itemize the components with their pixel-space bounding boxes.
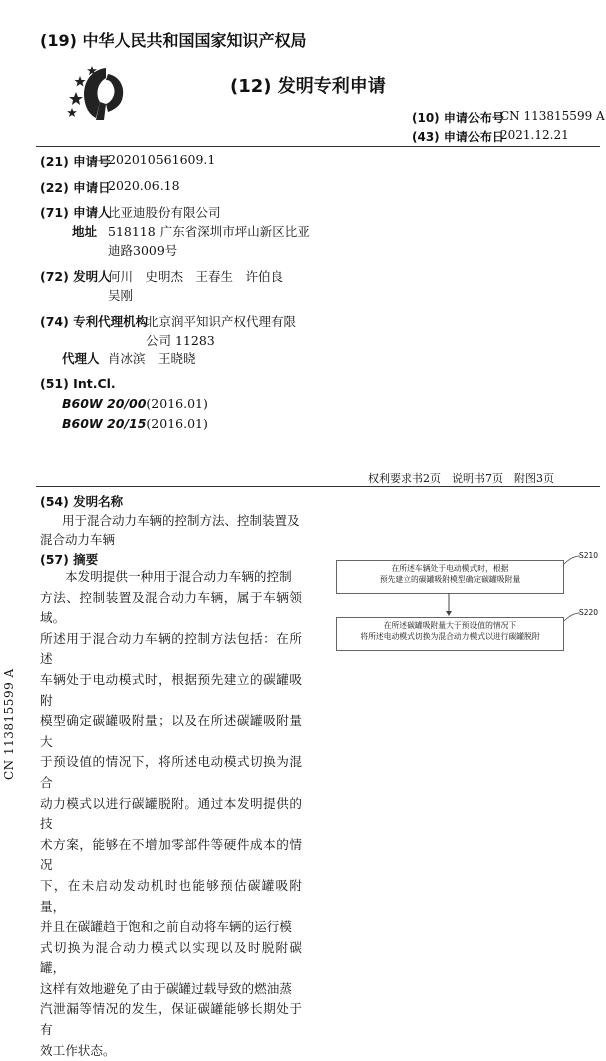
document-type: (12) 发明专利申请 (230, 76, 386, 97)
abstract-line: 方法、控制装置及混合动力车辆，属于车辆领域。 (40, 589, 302, 626)
flow-tag-s220: S220 (579, 608, 599, 617)
agency-label: (74) 专利代理机构 (40, 314, 149, 329)
agent-label: 代理人 (62, 351, 100, 366)
filing-date-label: (22) 申请日 (40, 180, 111, 195)
abstract-line: 这样有效地避免了由于碳罐过载导致的燃油蒸 (40, 980, 292, 996)
pub-number-label: (10) 申请公布号 (412, 111, 504, 125)
abstract-line: 术方案，能够在不增加零部件等硬件成本的情况 (40, 836, 302, 873)
abstract-line: 模型确定碳罐吸附量；以及在所述碳罐吸附量大 (40, 713, 302, 749)
abstract-line: 动力模式以进行碳罐脱附。通过本发明提供的技 (40, 795, 302, 832)
flow-tag-s210: S210 (579, 551, 599, 560)
abstract-line: 于预设值的情况下，将所述电动模式切换为混合 (40, 754, 302, 790)
address-line-2: 迪路3009号 (108, 243, 178, 258)
app-no-label: (21) 申请号 (40, 154, 111, 169)
inventors-line-2: 吴刚 (108, 288, 134, 303)
agents: 肖冰滨 王晓晓 (108, 351, 196, 366)
ipc-code: B60W 20/00 (62, 396, 147, 411)
agency-line-2: 公司 11283 (146, 333, 215, 348)
pub-number: CN 113815599 A (500, 109, 605, 123)
ipc-date: (2016.01) (146, 396, 208, 411)
abstract-line: 式切换为混合动力模式以实现以及时脱附碳罐， (40, 939, 302, 976)
ipc-date: (2016.01) (146, 416, 208, 431)
s210-leader (564, 556, 580, 564)
applicant: 比亚迪股份有限公司 (108, 205, 221, 220)
abstract-line: 并且在碳罐趋于饱和之前自动将车辆的运行模 (40, 919, 292, 935)
page-counts: 权利要求书2页 说明书7页 附图3页 (368, 472, 554, 485)
abstract-line: 本发明提供一种用于混合动力车辆的控制 (65, 569, 292, 584)
ipc-label: (51) Int.Cl. (40, 376, 116, 391)
pub-date: 2021.12.21 (500, 128, 569, 142)
abstract-label: (57) 摘要 (40, 552, 99, 567)
abstract-line: 下，在未启动发动机时也能够预估碳罐吸附量， (40, 877, 302, 914)
office-name: (19) 中华人民共和国国家知识产权局 (40, 31, 307, 50)
address-label: 地址 (72, 224, 98, 239)
address-line-1: 518118 广东省深圳市坪山新区比亚 (108, 224, 310, 239)
pub-date-label: (43) 申请公布日 (412, 130, 504, 144)
abstract-line: 效工作状态。 (40, 1042, 116, 1058)
flow-step-text: 在所述车辆处于电动模式时，根据 (391, 564, 509, 573)
side-pub-number: CN 113815599 A (2, 668, 16, 780)
filing-date: 2020.06.18 (108, 178, 180, 193)
applicant-label: (71) 申请人 (40, 205, 111, 220)
agency-line-1: 北京润平知识产权代理有限 (146, 314, 297, 329)
inventors-line-1: 何川 史明杰 王春生 许伯良 (108, 269, 284, 284)
invention-title-line-2: 混合动力车辆 (40, 532, 116, 547)
abstract-line: 所述用于混合动力车辆的控制方法包括：在所述 (40, 630, 302, 667)
flow-step-text: 将所述电动模式切换为混合动力模式以进行碳罐脱附 (360, 632, 540, 641)
s220-leader (564, 613, 580, 621)
flow-step-text: 在所述碳罐吸附量大于预设值的情况下 (383, 621, 517, 630)
ipc-code: B60W 20/15 (62, 416, 147, 431)
title-label: (54) 发明名称 (40, 494, 124, 509)
flow-step-text: 预先建立的碳罐吸附模型确定碳罐吸附量 (379, 575, 521, 584)
app-no: 202010561609.1 (108, 152, 216, 167)
abstract-line: 车辆处于电动模式时，根据预先建立的碳罐吸附 (40, 671, 302, 708)
invention-title-line-1: 用于混合动力车辆的控制方法、控制装置及 (62, 513, 300, 528)
flow-arrow-head (446, 611, 452, 616)
inventors-label: (72) 发明人 (40, 269, 111, 284)
abstract-line: 汽泄漏等情况的发生，保证碳罐能够长期处于有 (40, 1001, 302, 1038)
